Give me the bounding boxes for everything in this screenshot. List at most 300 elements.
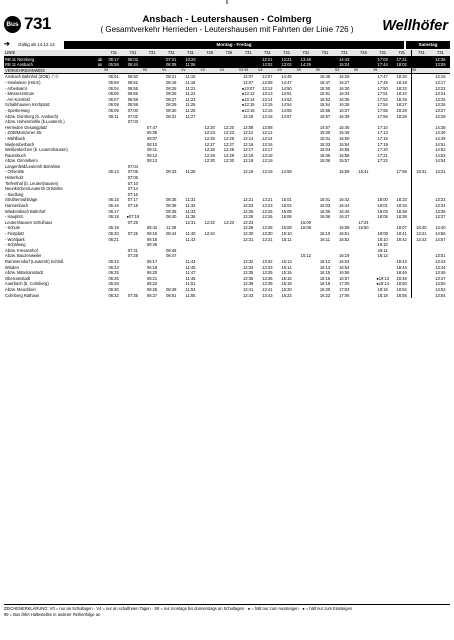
time-cell: ●13:07: [241, 85, 255, 91]
time-cell: 08:49: [166, 286, 177, 292]
time-cell: 15:12: [300, 253, 311, 259]
operator-logo: Wellhöfer: [382, 18, 448, 34]
time-cell: 13:47: [435, 275, 446, 281]
time-cell: 16:16: [319, 275, 331, 281]
time-cell: 11:15: [181, 74, 200, 80]
time-cell: 15:20: [281, 286, 292, 292]
time-cell: 13:17: [262, 147, 273, 153]
time-cell: 18:18: [396, 79, 407, 85]
time-cell: 13:41: [412, 231, 431, 237]
time-cell: 15:02: [281, 203, 292, 209]
connection-stop: RB 11 Ansbach: [4, 62, 96, 68]
time-cell: 08:47: [166, 253, 177, 259]
time-cell: 17:51: [377, 91, 388, 97]
code-cell: Vv: [162, 68, 181, 74]
stop-name: - Am Kornfeld: [5, 96, 30, 102]
time-cell: 06:52: [127, 79, 138, 85]
time-cell: 13:39: [262, 281, 273, 287]
time-cell: 11:47: [185, 270, 196, 276]
time-cell: 17:10: [377, 124, 388, 130]
time-cell: 13:51: [435, 253, 446, 259]
time-cell: 15:54: [319, 102, 331, 108]
time-cell: 08:45: [146, 242, 158, 248]
time-cell: 18:03: [377, 208, 388, 214]
time-cell: 15:01: [319, 135, 331, 141]
time-cell: 08:35: [166, 197, 177, 203]
stop-name: Abzw. Mittelramstadt: [5, 270, 43, 276]
bus-badge: Bus: [4, 16, 21, 33]
time-cell: 16:44: [339, 203, 350, 209]
time-cell: 18:33: [396, 197, 407, 203]
time-cell: 17:47: [373, 74, 392, 80]
time-cell: 06:21: [108, 236, 119, 242]
time-cell: 18:07: [396, 225, 407, 231]
time-cell: 13:34: [435, 203, 446, 209]
time-cell: 16:39: [339, 113, 350, 119]
time-cell: 06:05: [108, 91, 119, 97]
time-cell: 11:42: [185, 236, 196, 242]
time-cell: 12:29: [204, 152, 215, 158]
connection-time: 13:02: [277, 62, 296, 68]
time-cell: 15:14: [281, 264, 292, 270]
time-cell: 12:27: [223, 141, 235, 147]
time-cell: ●19:14: [376, 281, 390, 287]
stop-name: - Schäfweg: [5, 242, 26, 248]
time-cell: 06:55: [127, 85, 138, 91]
time-cell: 06:16: [108, 203, 119, 209]
stop-name: - Arbeitsamt: [5, 85, 27, 91]
time-cell: 06:05: [146, 130, 158, 136]
time-cell: 18:29: [396, 113, 407, 119]
code-cell: 99: [412, 68, 431, 74]
time-cell: 13:07: [239, 74, 258, 80]
time-cell: 12:31: [185, 219, 196, 225]
line-cell: 731: [373, 50, 392, 56]
route-subtitle: ( Gesamtverkehr Herrieden - Leutershausen mit Fahrten der Linie 726 ): [100, 25, 354, 34]
time-cell: 11:53: [185, 286, 196, 292]
time-cell: 17:56: [377, 113, 388, 119]
code-cell: S9: [335, 68, 354, 74]
time-cell: 12:28: [204, 147, 215, 153]
time-cell: 06:04: [108, 85, 119, 91]
line-cell: 731: [258, 50, 277, 56]
time-cell: ●13:14: [241, 96, 255, 102]
time-cell: 13:32: [243, 258, 254, 264]
time-cell: 07:18: [127, 203, 138, 209]
time-cell: 08:40: [166, 214, 177, 220]
time-cell: 07:04: [127, 163, 138, 169]
time-cell: 06:15: [108, 197, 119, 203]
time-cell: 12:23: [223, 130, 235, 136]
time-cell: 15:55: [339, 147, 350, 153]
time-cell: 08:10: [146, 141, 158, 147]
time-cell: 11:27: [185, 113, 196, 119]
time-cell: 08:11: [147, 147, 158, 153]
stop-name: Abzw. Hohenmühle (b.Leutersh.): [5, 119, 65, 125]
time-cell: 13:23: [262, 203, 273, 209]
table-row: [4, 293, 450, 299]
time-cell: 18:42: [396, 236, 407, 242]
time-cell: 13:41: [243, 286, 254, 292]
time-cell: 17:50: [377, 85, 388, 91]
time-cell: 13:18: [262, 152, 273, 158]
time-cell: 06:25: [108, 270, 119, 276]
route-title: [72, 15, 382, 35]
stop-name: Winden: [5, 264, 19, 270]
time-cell: 13:31: [435, 169, 446, 175]
time-cell: 15:45: [339, 124, 350, 130]
time-cell: 17:21: [377, 152, 388, 158]
time-cell: 12:29: [223, 152, 235, 158]
spacer-cell: [96, 293, 104, 299]
time-cell: 16:36: [339, 102, 350, 108]
time-cell: 16:27: [339, 79, 350, 85]
time-cell: 13:08: [243, 124, 254, 130]
time-cell: 13:26: [435, 102, 446, 108]
time-cell: 08:38: [166, 208, 177, 214]
time-cell: 18:41: [396, 231, 407, 236]
stop-name: - Sperberweg: [5, 107, 30, 113]
timetable-header: [4, 14, 450, 40]
code-cell: V3: [200, 68, 219, 74]
time-cell: 13:08: [262, 79, 273, 85]
time-cell: 12:20: [204, 124, 215, 130]
time-cell: 15:06: [319, 158, 331, 164]
time-cell: 16:42: [339, 197, 350, 203]
time-cell: 14:45: [277, 74, 296, 80]
time-cell: 08:21: [162, 74, 181, 80]
connection-time: 11:06: [181, 62, 200, 68]
time-cell: 13:30: [262, 231, 273, 236]
connection-time: 13:48: [296, 56, 315, 62]
stop-name: Langenfeld/Leutersh.Bahnlinie: [5, 163, 61, 169]
time-cell: 13:14: [262, 96, 273, 102]
time-cell: 14:51: [435, 141, 446, 147]
time-cell: 15:56: [339, 152, 350, 158]
line-cell: 726: [200, 50, 219, 56]
time-cell: 14:57: [435, 236, 446, 242]
time-cell: 06:09: [108, 107, 119, 113]
time-cell: 15:51: [319, 91, 331, 97]
time-cell: 14:55: [281, 107, 292, 113]
time-cell: 06:58: [127, 96, 138, 102]
time-cell: 13:44: [435, 264, 446, 270]
time-cell: 06:07: [108, 96, 119, 102]
time-cell: 16:20: [319, 286, 331, 292]
time-cell: 13:19: [243, 169, 254, 175]
connection-time: 17:21: [392, 56, 411, 62]
line-cell: 731: [239, 50, 258, 56]
time-cell: 18:15: [377, 286, 388, 292]
time-cell: 13:07: [258, 74, 277, 80]
time-cell: 08:27: [146, 292, 158, 298]
time-cell: 15:13: [281, 258, 292, 264]
time-cell: 18:09: [377, 231, 388, 236]
time-cell: 14:57: [281, 113, 292, 119]
time-cell: 15:08: [281, 225, 292, 231]
code-cell: 99: [315, 68, 334, 74]
time-cell: 11:48: [185, 275, 196, 281]
time-cell: 16:11: [320, 236, 330, 242]
time-cell: ●13:15: [241, 102, 255, 108]
time-cell: 11:40: [185, 231, 196, 236]
time-cell: 13:42: [412, 237, 431, 243]
time-cell: 13:12: [262, 130, 273, 136]
time-cell: 08:30: [166, 107, 177, 113]
time-cell: 13:29: [435, 113, 446, 119]
time-cell: 15:47: [319, 79, 331, 85]
time-cell: 12:34: [204, 231, 215, 236]
time-cell: 14:47: [281, 79, 292, 85]
time-cell: 13:36: [435, 208, 446, 214]
time-cell: 13:19: [262, 158, 273, 164]
time-cell: 13:14: [262, 135, 273, 141]
route-title-main: Ansbach - Leutershausen - Colmberg: [142, 14, 312, 25]
time-cell: 06:30: [108, 286, 119, 292]
stop-name: - Inselwiese (Hst.E): [5, 79, 41, 85]
time-cell: 07:10: [127, 180, 138, 186]
stop-name: - Festplatz: [5, 231, 25, 236]
time-cell: 13:08: [262, 124, 273, 130]
time-cell: 11:32: [185, 203, 196, 209]
connection-time: 14:43: [335, 56, 354, 62]
time-cell: 13:12: [262, 85, 273, 91]
line-label: LINIE: [4, 50, 96, 56]
time-cell: 15:01: [281, 197, 292, 203]
time-cell: 18:00: [377, 197, 388, 203]
time-cell: 19:11: [377, 247, 388, 253]
time-cell: 16:05: [319, 208, 331, 214]
time-cell: 17:45: [377, 79, 388, 85]
time-cell: 18:38: [396, 214, 407, 220]
connection-stop: RB 11 Nürnberg: [4, 56, 96, 62]
time-cell: 18:50: [396, 281, 407, 287]
stop-name: Abzw. Meuchlein: [5, 286, 36, 292]
time-cell: 13:28: [243, 225, 254, 231]
time-cell: [412, 293, 431, 299]
time-cell: 07:31: [127, 247, 138, 253]
code-cell: V3 99: [239, 68, 258, 74]
legend-line-1: ZEICHENERKLÄRUNG: V0 = nur an Schultagen · V4 = nur an schulfreien Tagen · S9 = nur montags bis donnerstags an Schultagen · ● = hält nur zum Aussteigen · ● = hält nur zum Einsteigen: [4, 606, 353, 611]
time-cell: 16:46: [339, 208, 350, 214]
time-cell: 13:36: [243, 275, 254, 281]
time-cell: 15:05: [319, 152, 331, 158]
time-cell: 14:54: [281, 102, 292, 108]
time-cell: 18:31: [412, 169, 431, 175]
time-cell: 06:26: [108, 275, 119, 281]
time-cell: [354, 293, 373, 299]
time-cell: 18:40: [412, 225, 431, 231]
time-cell: 08:31: [166, 113, 177, 119]
line-number: 731: [24, 14, 51, 33]
validity-bar: [4, 41, 450, 49]
time-cell: 16:10: [319, 231, 331, 236]
code-cell: V4: [258, 68, 277, 74]
time-cell: 18:46: [396, 270, 407, 276]
time-cell: 07:26: [127, 231, 138, 236]
time-cell: 11:28: [185, 169, 196, 175]
time-cell: 12:27: [204, 141, 215, 147]
time-cell: 13:16: [262, 107, 273, 113]
time-cell: 18:12: [377, 253, 388, 259]
code-cell: Vv: [181, 68, 200, 74]
connection-time: 10:26: [181, 56, 200, 62]
time-cell: 11:45: [185, 264, 196, 270]
connection-time: 13:05: [431, 62, 450, 68]
time-cell: 16:41: [358, 169, 369, 175]
time-cell: 07:03: [127, 119, 138, 125]
time-cell: 08:29: [166, 102, 177, 108]
connection-time: 12:36: [431, 56, 450, 62]
time-cell: 13:41: [262, 286, 273, 292]
time-cell: 13:32: [262, 258, 273, 264]
stop-name: Tiefenthal (b. Leutershausen): [5, 180, 59, 186]
connection-time: 07:21: [162, 56, 181, 62]
time-cell: 11:31: [185, 197, 196, 203]
time-cell: 08:27: [166, 96, 177, 102]
time-cell: 06:28: [108, 281, 119, 287]
time-cell: 13:43: [262, 292, 273, 298]
time-cell: 13:33: [262, 264, 273, 270]
time-cell: 07:17: [127, 197, 138, 203]
time-cell: 15:55: [319, 107, 331, 113]
time-cell: [219, 293, 238, 299]
time-cell: 14:53: [435, 152, 446, 158]
connection-time: 12:21: [277, 56, 296, 62]
time-cell: 15:04: [319, 147, 331, 153]
time-cell: 07:16: [127, 191, 138, 197]
time-cell: 14:52: [435, 147, 446, 153]
time-cell: 12:25: [223, 135, 235, 141]
time-cell: 14:48: [435, 135, 446, 141]
time-cell: 13:36: [262, 275, 273, 281]
time-cell: 13:25: [435, 96, 446, 102]
time-cell: 07:06: [127, 175, 138, 181]
time-cell: 08:16: [146, 236, 158, 242]
time-cell: 17:55: [377, 107, 388, 113]
stop-name: Abzw. Dornberg (b. Ansbach): [5, 113, 59, 119]
time-cell: 06:20: [146, 270, 158, 276]
time-cell: 08:25: [146, 286, 158, 292]
time-cell: 17:20: [377, 147, 388, 153]
time-cell: 06:20: [108, 231, 119, 236]
stop-name: Colmberg Rathaus: [5, 292, 40, 298]
time-cell: 13:26: [262, 214, 273, 220]
stop-name: Abzw. Gimmiheim: [5, 158, 38, 164]
time-cell: 05:59: [108, 79, 119, 85]
time-cell: [296, 293, 315, 299]
time-cell: ●19:13: [376, 275, 390, 281]
stop-name: Oberramstadt: [5, 275, 31, 281]
time-cell: 06:08: [108, 102, 119, 108]
time-cell: 15:15: [281, 270, 292, 276]
connection-time: 14:29: [296, 62, 315, 68]
time-cell: 11:22: [185, 91, 196, 97]
time-cell: 07:00: [127, 107, 138, 113]
time-cell: 12:30: [204, 158, 215, 164]
time-cell: 08:21: [146, 275, 158, 281]
stop-name: Ansbach Bahnhof (ZOB) ⓥⓑ: [4, 74, 96, 80]
time-cell: 13:27: [435, 107, 446, 113]
time-cell: 18:23: [396, 85, 407, 91]
connection-time: 13:02: [258, 62, 277, 68]
stop-name: Strüthermühlsäge: [5, 197, 38, 203]
time-cell: 16:22: [319, 292, 331, 298]
time-cell: 16:01: [319, 197, 331, 203]
line-cell: 731: [277, 50, 296, 56]
time-cell: 06:19: [108, 225, 119, 231]
time-cell: 08:51: [166, 292, 177, 298]
stop-name: Weißenkirchen (b. Leutershausen): [5, 147, 68, 153]
time-cell: 13:52: [435, 286, 446, 292]
line-cell: 731: [315, 50, 334, 56]
time-cell: 16:03: [319, 203, 331, 209]
stop-name: - Schule: [5, 225, 21, 231]
time-cell: 15:54: [339, 141, 350, 147]
time-cell: 17:52: [377, 96, 388, 102]
code-cell: S9: [296, 68, 315, 74]
line-cell: 731: [123, 50, 142, 56]
code-cell: 99: [354, 68, 373, 74]
line-cell: 731: [142, 50, 161, 56]
time-cell: 08:12: [146, 152, 158, 158]
stop-name: Hannenbach: [5, 203, 29, 209]
time-cell: 13:24: [435, 91, 446, 97]
page-number: 6: [225, 0, 229, 6]
time-cell: 14:57: [319, 124, 331, 130]
time-cell: 18:25: [396, 96, 407, 102]
code-cell: 99: [104, 68, 123, 74]
stop-name: Abzw. Kressenhof: [5, 247, 38, 253]
time-cell: 16:18: [319, 281, 331, 287]
time-cell: 16:52: [339, 236, 350, 242]
time-cell: 12:23: [204, 130, 215, 136]
time-cell: 15:09: [300, 219, 311, 225]
time-cell: 13:25: [243, 208, 254, 214]
codes-label: VERKEHRSHINWEIS: [4, 68, 96, 74]
time-cell: 13:19: [262, 169, 273, 175]
connection-time: 18:02: [392, 62, 411, 68]
time-cell: 18:18: [377, 292, 388, 298]
timetable: [4, 50, 450, 298]
time-cell: 14:46: [435, 130, 446, 136]
time-cell: 16:12: [319, 258, 331, 264]
time-cell: 16:13: [319, 264, 331, 270]
time-cell: 17:58: [396, 169, 407, 175]
time-cell: 14:38: [435, 124, 446, 130]
time-cell: 11:51: [185, 281, 196, 287]
code-cell: 99: [373, 68, 392, 74]
time-cell: 16:35: [339, 96, 350, 102]
time-cell: 17:15: [377, 135, 388, 141]
legend-notes: [4, 604, 450, 618]
time-cell: 16:25: [335, 74, 354, 80]
time-cell: 12:25: [204, 135, 215, 141]
time-cell: 14:59: [281, 169, 292, 175]
stop-name: - Hauptstr.: [5, 214, 24, 220]
time-cell: 06:13: [108, 169, 119, 175]
time-cell: 13:37: [435, 214, 446, 220]
time-cell: 15:59: [339, 169, 350, 175]
time-cell: 12:30: [223, 158, 235, 164]
time-cell: 13:18: [243, 113, 254, 119]
connection-time: 17:03: [373, 56, 392, 62]
time-cell: 18:10: [377, 242, 388, 248]
time-cell: 13:46: [435, 270, 446, 276]
line-cell: 726: [354, 50, 373, 56]
stop-name: Leutershausen Schulhaus: [5, 219, 53, 225]
time-cell: 13:15: [431, 74, 450, 80]
